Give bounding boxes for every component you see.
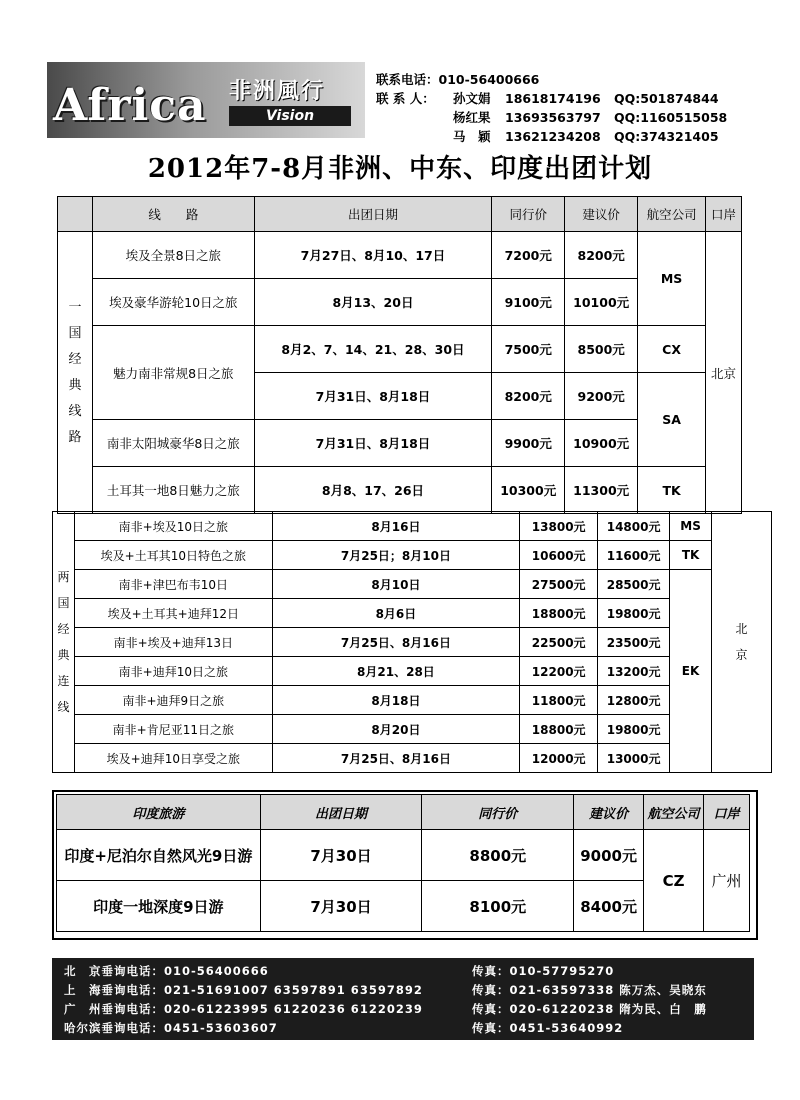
departure-dates: 8月21、28日	[272, 657, 520, 686]
logo-chinese-text: 非洲風行	[229, 79, 326, 104]
footer-fax-shanghai: 传真：021-63597338 陈万杰、吴晓东	[472, 983, 707, 997]
departure-dates: 8月6日	[272, 599, 520, 628]
table-row	[53, 628, 772, 657]
two-country-table	[52, 511, 772, 773]
india-table	[56, 794, 750, 932]
departure-dates: 7月25日、8月16日	[272, 744, 520, 773]
suggested-price: 13000元	[598, 744, 670, 773]
peer-price: 18800元	[520, 715, 598, 744]
route-name: 南非+迪拜9日之旅	[74, 686, 272, 715]
departure-dates: 8月20日	[272, 715, 520, 744]
table-row	[53, 599, 772, 628]
route-name: 南非+肯尼亚11日之旅	[74, 715, 272, 744]
departure-dates: 7月25日、8月16日	[272, 628, 520, 657]
suggested-price: 10900元	[565, 420, 638, 467]
peer-price: 10600元	[520, 541, 598, 570]
table-row	[53, 512, 772, 541]
peer-price: 10300元	[492, 467, 565, 514]
peer-price: 9900元	[492, 420, 565, 467]
contact-person-tel: 13693563797	[505, 110, 601, 125]
header-airline: 航空公司	[644, 795, 704, 830]
departure-dates: 8月2、7、14、21、28、30日	[254, 326, 492, 373]
departure-dates: 7月30日	[260, 830, 422, 881]
route-name: 埃及全景8日之旅	[92, 232, 254, 279]
peer-price: 8800元	[422, 830, 574, 881]
table-row	[53, 686, 772, 715]
group-label-two-country: 两 国 经 典 连 线	[53, 512, 75, 773]
logo-vision-text: Vision	[229, 106, 351, 126]
departure-dates: 7月30日	[260, 881, 422, 932]
contact-phone-label: 联系电话：	[376, 72, 439, 87]
route-name: 印度+尼泊尔自然风光9日游	[57, 830, 261, 881]
header-port: 口岸	[706, 197, 742, 232]
airline-code: MS	[670, 512, 712, 541]
suggested-price: 19800元	[598, 599, 670, 628]
port-city: 广州	[704, 830, 750, 932]
table-row	[53, 541, 772, 570]
peer-price: 8200元	[492, 373, 565, 420]
contact-person-qq: QQ:501874844	[614, 91, 719, 106]
table-header-row	[58, 197, 742, 232]
peer-price: 12200元	[520, 657, 598, 686]
header-peer-price: 同行价	[422, 795, 574, 830]
airline-code: CX	[638, 326, 706, 373]
header-suggested-price: 建议价	[565, 197, 638, 232]
contact-person-qq: QQ:374321405	[614, 129, 719, 144]
contact-person-tel: 18618174196	[505, 91, 601, 106]
footer-line-beijing: 北 京垂询电话：010-56400666	[64, 964, 269, 978]
footer-fax-beijing: 传真：010-57795270	[472, 964, 615, 978]
contact-person-label: 联 系 人：	[376, 91, 435, 106]
contact-person-tel: 13621234208	[505, 129, 601, 144]
contact-person-name: 杨红果	[453, 110, 491, 125]
peer-price: 18800元	[520, 599, 598, 628]
footer-contact-bar	[52, 958, 754, 1040]
table-row	[53, 744, 772, 773]
contact-phone: 010-56400666	[438, 72, 540, 87]
peer-price: 7500元	[492, 326, 565, 373]
logo-africa-text: Africa	[53, 80, 207, 131]
contact-person-name: 马 颖	[453, 129, 491, 144]
brand-logo	[47, 62, 365, 138]
peer-price: 8100元	[422, 881, 574, 932]
departure-dates: 8月16日	[272, 512, 520, 541]
port-city: 北 京	[712, 512, 772, 773]
airline-code: MS	[638, 232, 706, 326]
peer-price: 22500元	[520, 628, 598, 657]
suggested-price: 8400元	[574, 881, 644, 932]
peer-price: 11800元	[520, 686, 598, 715]
suggested-price: 14800元	[598, 512, 670, 541]
peer-price: 27500元	[520, 570, 598, 599]
table-row	[58, 326, 742, 373]
footer-line-guangzhou: 广 州垂询电话：020-61223995 61220236 61220239	[64, 1002, 423, 1016]
suggested-price: 9000元	[574, 830, 644, 881]
departure-dates: 8月18日	[272, 686, 520, 715]
route-name: 南非+埃及+迪拜13日	[74, 628, 272, 657]
table-row	[57, 830, 750, 881]
table-row	[53, 715, 772, 744]
airline-code: CZ	[644, 830, 704, 932]
route-name: 魅力南非常规8日之旅	[92, 326, 254, 420]
departure-dates: 8月8、17、26日	[254, 467, 492, 514]
footer-fax-harbin: 传真：0451-53640992	[472, 1021, 624, 1035]
peer-price: 12000元	[520, 744, 598, 773]
header-blank	[58, 197, 93, 232]
contact-person-qq: QQ:1160515058	[614, 110, 728, 125]
route-name: 埃及+土耳其10日特色之旅	[74, 541, 272, 570]
route-name: 南非+埃及10日之旅	[74, 512, 272, 541]
route-name: 印度一地深度9日游	[57, 881, 261, 932]
airline-code: EK	[670, 570, 712, 773]
suggested-price: 12800元	[598, 686, 670, 715]
route-name: 埃及+迪拜10日享受之旅	[74, 744, 272, 773]
table-row	[53, 570, 772, 599]
header-dates: 出团日期	[260, 795, 422, 830]
header-suggested-price: 建议价	[574, 795, 644, 830]
single-country-table	[57, 196, 742, 514]
suggested-price: 19800元	[598, 715, 670, 744]
departure-dates: 7月25日；8月10日	[272, 541, 520, 570]
suggested-price: 11600元	[598, 541, 670, 570]
departure-dates: 8月13、20日	[254, 279, 492, 326]
departure-dates: 8月10日	[272, 570, 520, 599]
contact-person-name: 孙文娟	[453, 91, 491, 106]
route-name: 南非+迪拜10日之旅	[74, 657, 272, 686]
route-name: 埃及+土耳其+迪拜12日	[74, 599, 272, 628]
header-route: 线 路	[92, 197, 254, 232]
airline-code: SA	[638, 373, 706, 467]
airline-code: TK	[670, 541, 712, 570]
peer-price: 7200元	[492, 232, 565, 279]
header-dates: 出团日期	[254, 197, 492, 232]
suggested-price: 13200元	[598, 657, 670, 686]
footer-fax-guangzhou: 传真：020-61220238 隋为民、白 鹏	[472, 1002, 707, 1016]
departure-dates: 7月31日、8月18日	[254, 420, 492, 467]
suggested-price: 10100元	[565, 279, 638, 326]
airline-code: TK	[638, 467, 706, 514]
route-name: 埃及豪华游轮10日之旅	[92, 279, 254, 326]
suggested-price: 8200元	[565, 232, 638, 279]
contact-phone-row	[376, 70, 539, 89]
group-label-single-country: 一 国 经 典 线 路	[58, 232, 93, 514]
peer-price: 9100元	[492, 279, 565, 326]
route-name: 土耳其一地8日魅力之旅	[92, 467, 254, 514]
suggested-price: 11300元	[565, 467, 638, 514]
departure-dates: 7月27日、8月10、17日	[254, 232, 492, 279]
suggested-price: 23500元	[598, 628, 670, 657]
port-city: 北京	[706, 232, 742, 514]
footer-line-harbin: 哈尔滨垂询电话：0451-53603607	[64, 1021, 278, 1035]
table-header-row	[57, 795, 750, 830]
table-row	[53, 657, 772, 686]
header-india-travel: 印度旅游	[57, 795, 261, 830]
footer-line-shanghai: 上 海垂询电话：021-51691007 63597891 63597892	[64, 983, 423, 997]
departure-dates: 7月31日、8月18日	[254, 373, 492, 420]
table-row	[58, 467, 742, 514]
suggested-price: 8500元	[565, 326, 638, 373]
peer-price: 13800元	[520, 512, 598, 541]
header-airline: 航空公司	[638, 197, 706, 232]
route-name: 南非太阳城豪华8日之旅	[92, 420, 254, 467]
header-peer-price: 同行价	[492, 197, 565, 232]
suggested-price: 9200元	[565, 373, 638, 420]
suggested-price: 28500元	[598, 570, 670, 599]
header-port: 口岸	[704, 795, 750, 830]
route-name: 南非+津巴布韦10日	[74, 570, 272, 599]
table-row	[58, 232, 742, 279]
page-title: 2012年7-8月非洲、中东、印度出团计划	[147, 154, 653, 184]
